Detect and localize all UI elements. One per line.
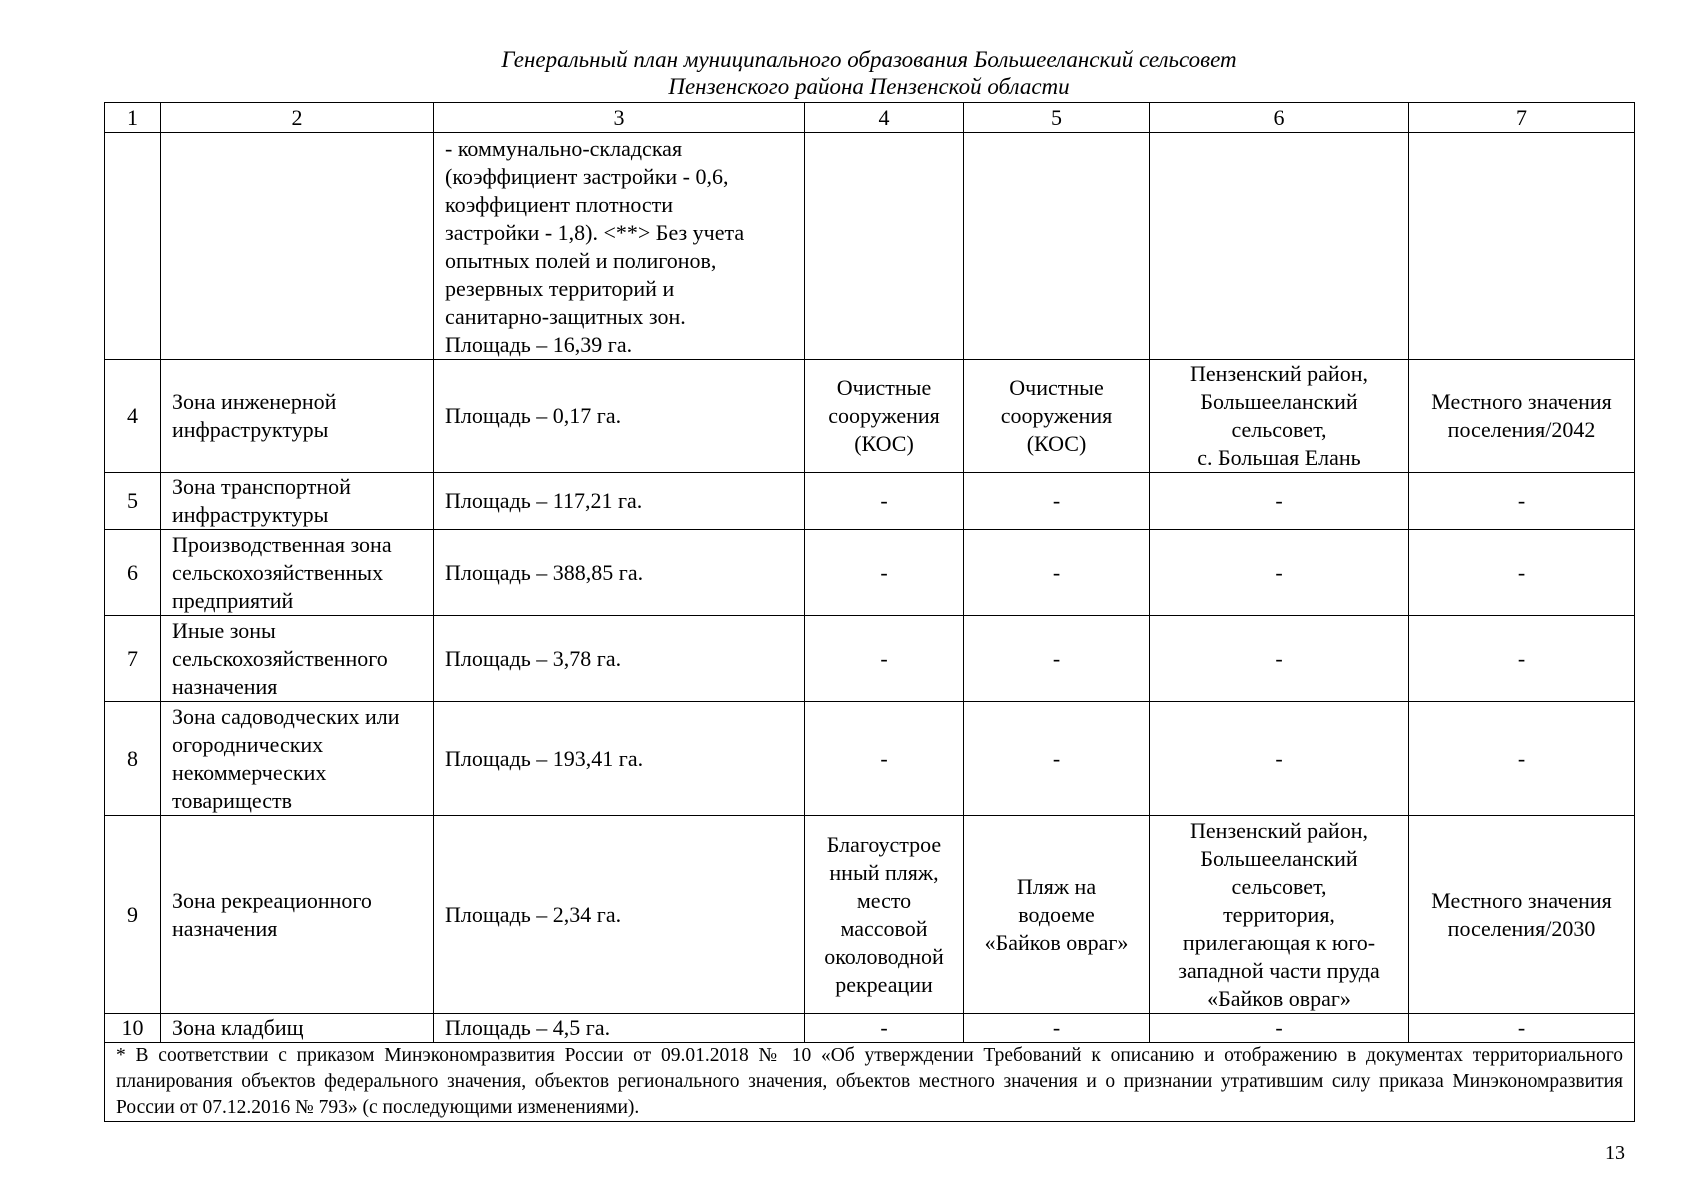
zone-name: Иные зоны сельскохозяйственного назначения <box>161 616 434 702</box>
column-number: 7 <box>1409 103 1635 133</box>
row-number: 8 <box>105 702 161 816</box>
object-name: Пляж на водоеме «Байков овраг» <box>964 816 1150 1014</box>
header-line-1: Генеральный план муниципального образования Большееланский сельсовет <box>501 47 1237 72</box>
object-status: - <box>1409 473 1635 530</box>
page-number: 13 <box>1605 1142 1625 1164</box>
object-status: Местного значения поселения/2042 <box>1409 360 1635 473</box>
footnote-row <box>105 1043 1635 1122</box>
zone-parameters-cell: - коммунально-складская (коэффициент застройки - 0,6, коэффициент плотности застройки - 1,8). <**> Без учета опытных полей и полигонов, резервных территорий и санитарно-защитных зон. Площадь – 16,39 га. <box>434 133 805 360</box>
table-row <box>105 360 1635 473</box>
table-cell <box>1150 133 1409 360</box>
column-number: 3 <box>434 103 805 133</box>
object-type: Благоустрое нный пляж, место массовой околоводной рекреации <box>805 816 964 1014</box>
zone-area: Площадь – 388,85 га. <box>434 530 805 616</box>
object-location: - <box>1150 530 1409 616</box>
zone-name: Зона садоводческих или огороднических некоммерческих товариществ <box>161 702 434 816</box>
zone-name: Зона транспортной инфраструктуры <box>161 473 434 530</box>
footnote: * В соответствии с приказом Минэкономразвития России от 09.01.2018 № 10 «Об утверждении Требований к описанию и отображению в документах территориального планирования объектов федерального значения, объектов регионального значения, объектов местного значения и о признании утратившим силу приказа Минэкономразвития России от 07.12.2016 № 793» (с последующими изменениями). <box>105 1043 1635 1122</box>
object-type: - <box>805 530 964 616</box>
object-status: - <box>1409 616 1635 702</box>
zones-table <box>104 102 1635 1122</box>
zone-name: Производственная зона сельскохозяйственных предприятий <box>161 530 434 616</box>
row-number: 7 <box>105 616 161 702</box>
table-row <box>105 816 1635 1014</box>
row-number: 10 <box>105 1014 161 1043</box>
object-type: Очистные сооружения (КОС) <box>805 360 964 473</box>
table-cell <box>1409 133 1635 360</box>
header-line-2: Пензенского района Пензенской области <box>668 74 1070 99</box>
object-status: - <box>1409 530 1635 616</box>
zone-name: Зона инженерной инфраструктуры <box>161 360 434 473</box>
table-row <box>105 616 1635 702</box>
object-name: Очистные сооружения (КОС) <box>964 360 1150 473</box>
zone-area: Площадь – 117,21 га. <box>434 473 805 530</box>
zone-area: Площадь – 4,5 га. <box>434 1014 805 1043</box>
object-name: - <box>964 616 1150 702</box>
object-location: - <box>1150 702 1409 816</box>
zone-area: Площадь – 193,41 га. <box>434 702 805 816</box>
continuation-row <box>105 133 1635 360</box>
object-type: - <box>805 1014 964 1043</box>
object-location: Пензенский район, Большееланский сельсовет, с. Большая Елань <box>1150 360 1409 473</box>
zone-name: Зона кладбищ <box>161 1014 434 1043</box>
table-cell <box>105 133 161 360</box>
zone-area: Площадь – 2,34 га. <box>434 816 805 1014</box>
column-number: 2 <box>161 103 434 133</box>
object-status: Местного значения поселения/2030 <box>1409 816 1635 1014</box>
object-name: - <box>964 702 1150 816</box>
object-type: - <box>805 616 964 702</box>
object-location: - <box>1150 473 1409 530</box>
column-number: 5 <box>964 103 1150 133</box>
table-cell <box>964 133 1150 360</box>
object-location: - <box>1150 616 1409 702</box>
row-number: 9 <box>105 816 161 1014</box>
row-number: 4 <box>105 360 161 473</box>
row-number: 5 <box>105 473 161 530</box>
object-name: - <box>964 1014 1150 1043</box>
object-type: - <box>805 473 964 530</box>
table-row <box>105 530 1635 616</box>
object-name: - <box>964 530 1150 616</box>
column-number-row <box>105 103 1635 133</box>
document-header <box>104 46 1634 100</box>
object-location: - <box>1150 1014 1409 1043</box>
table-cell <box>161 133 434 360</box>
table-cell <box>805 133 964 360</box>
table-row <box>105 1014 1635 1043</box>
zone-name: Зона рекреационного назначения <box>161 816 434 1014</box>
object-location: Пензенский район, Большееланский сельсовет, территория, прилегающая к юго- западной части пруда «Байков овраг» <box>1150 816 1409 1014</box>
object-type: - <box>805 702 964 816</box>
zone-area: Площадь – 0,17 га. <box>434 360 805 473</box>
column-number: 6 <box>1150 103 1409 133</box>
object-status: - <box>1409 1014 1635 1043</box>
object-status: - <box>1409 702 1635 816</box>
object-name: - <box>964 473 1150 530</box>
table-row <box>105 473 1635 530</box>
table-row <box>105 702 1635 816</box>
column-number: 1 <box>105 103 161 133</box>
zone-area: Площадь – 3,78 га. <box>434 616 805 702</box>
row-number: 6 <box>105 530 161 616</box>
column-number: 4 <box>805 103 964 133</box>
